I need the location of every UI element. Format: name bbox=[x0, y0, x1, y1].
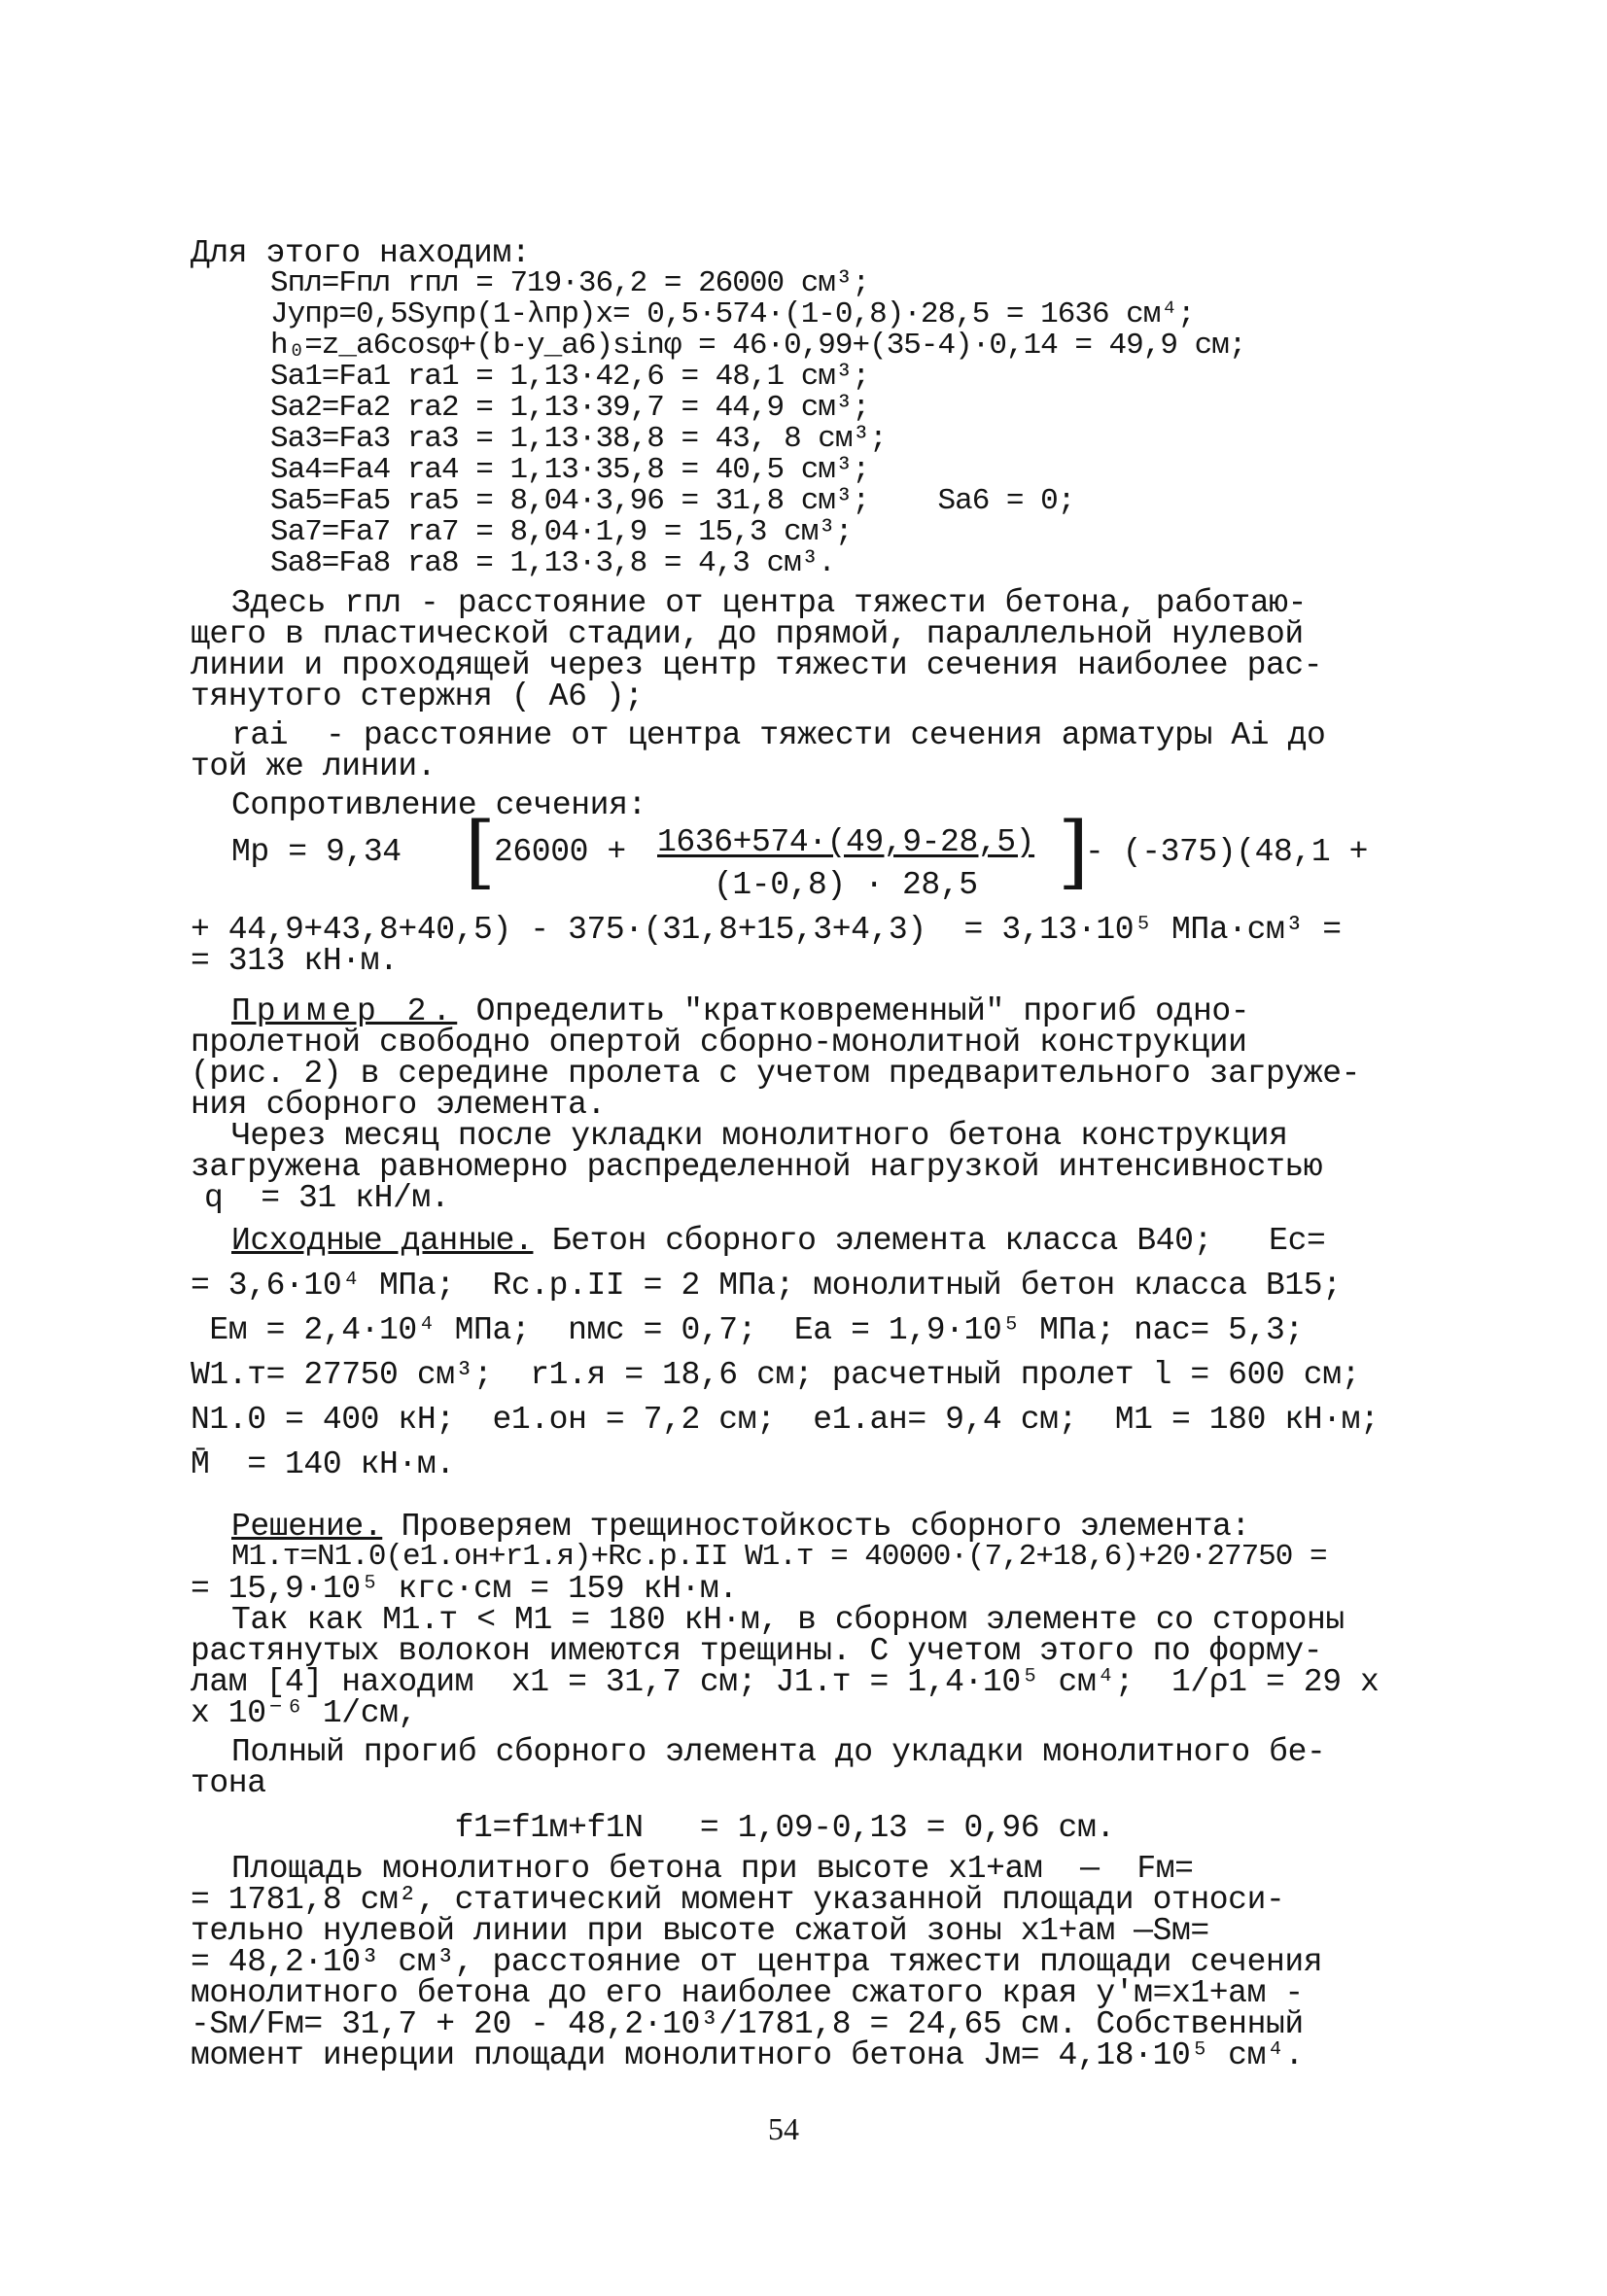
example2-line: ния сборного элемента. bbox=[191, 1087, 606, 1123]
page-number: 54 bbox=[768, 2111, 799, 2146]
solution-line: лам [4] находим x1 = 31,7 см; J1.т = 1,4·10⁵ см⁴; 1/ρ1 = 29 x bbox=[191, 1664, 1380, 1700]
paragraph-line: той же линии. bbox=[191, 748, 437, 784]
resistance-first-term: 26000 + bbox=[494, 834, 626, 870]
initial-data-line: W1.т= 27750 см³; r1.я = 18,6 см; расчетный пролет l = 600 см; bbox=[191, 1357, 1361, 1393]
solution-line: = 1781,8 см², статический момент указанной площади относи- bbox=[191, 1882, 1285, 1918]
solution-line: = 48,2·10³ см³, расстояние от центра тяжести площади сечения bbox=[191, 1944, 1323, 1980]
solution-line: Полный прогиб сборного элемента до укладки монолитного бе- bbox=[231, 1734, 1326, 1770]
initial-data-line: N1.0 = 400 кН; e1.он = 7,2 см; e1.ан= 9,4 см; M1 = 180 кН·м; bbox=[191, 1402, 1380, 1438]
solution-text: Проверяем трещиностойкость сборного элемента: bbox=[382, 1509, 1250, 1545]
formula-line: Sa8=Fa8 ra8 = 1,13·3,8 = 4,3 см³. bbox=[270, 546, 835, 580]
example2-line: (рис. 2) в середине пролета с учетом предварительного загруже- bbox=[191, 1056, 1361, 1092]
paragraph-line: щего в пластической стадии, до прямой, параллельной нулевой bbox=[191, 616, 1304, 652]
initial-data-label: Исходные данные. bbox=[231, 1223, 534, 1259]
formula-line: h₀=z_a6cosφ+(b-y_a6)sinφ = 46·0,99+(35-4)·0,14 = 49,9 см; bbox=[270, 329, 1246, 363]
resistance-after: - (-375)(48,1 + bbox=[1085, 834, 1369, 870]
formula-line: Sa4=Fa4 ra4 = 1,13·35,8 = 40,5 см³; bbox=[270, 453, 870, 487]
example2-line: q = 31 кН/м. bbox=[204, 1180, 450, 1216]
example2-line: Через месяц после укладки монолитного бетона конструкция bbox=[231, 1118, 1288, 1154]
example2-text: Определить "кратковременный" прогиб одно- bbox=[457, 993, 1250, 1029]
paragraph-line: Здесь rпл - расстояние от центра тяжести бетона, работаю- bbox=[231, 585, 1307, 621]
resistance-lhs: Mp = 9,34 bbox=[231, 834, 402, 870]
solution-line: тона bbox=[191, 1765, 266, 1801]
example2-line: загружена равномерно распределенной нагрузкой интенсивностью bbox=[191, 1149, 1323, 1185]
solution-line: тельно нулевой линии при высоте сжатой зоны x1+aм —Sм= bbox=[191, 1913, 1209, 1949]
formula-line: Sa7=Fa7 ra7 = 8,04·1,9 = 15,3 см³; bbox=[270, 515, 853, 549]
solution-label: Решение. bbox=[231, 1509, 383, 1545]
example2-line bbox=[231, 995, 1249, 1027]
initial-data-line: M̄ = 140 кН·м. bbox=[191, 1446, 455, 1482]
solution-line: монолитного бетона до его наиболее сжатого края y'м=x1+aм - bbox=[191, 1975, 1304, 2011]
resistance-line2: + 44,9+43,8+40,5) - 375·(31,8+15,3+4,3) = 3,13·10⁵ МПа·см³ = bbox=[191, 912, 1342, 948]
solution-line: f1=f1м+f1N = 1,09-0,13 = 0,96 см. bbox=[191, 1810, 1115, 1846]
fraction-numerator: 1636+574·(49,9-28,5) bbox=[657, 824, 1035, 860]
formula-line: Sa1=Fa1 ra1 = 1,13·42,6 = 48,1 см³; bbox=[270, 360, 870, 394]
solution-line: M1.т=N1.0(e1.он+r1.я)+Rc.p.II W1.т = 40000·(7,2+18,6)+20·27750 = bbox=[231, 1540, 1327, 1574]
formula-line: Sпл=Fпл rпл = 719·36,2 = 26000 см³; bbox=[270, 266, 870, 300]
resistance-line3: = 313 кН·м. bbox=[191, 943, 399, 979]
example2-line: пролетной свободно опертой сборно-монолитной конструкции bbox=[191, 1025, 1247, 1061]
solution-line: x 10⁻⁶ 1/см, bbox=[191, 1695, 417, 1731]
solution-line: Так как M1.т < M1 = 180 кН·м, в сборном элементе со стороны bbox=[231, 1602, 1345, 1638]
close-bracket: ] bbox=[1058, 806, 1089, 898]
formula-line: Sa3=Fa3 ra3 = 1,13·38,8 = 43, 8 см³; bbox=[270, 422, 887, 456]
initial-data-line: Eм = 2,4·10⁴ МПа; nмс = 0,7; Ea = 1,9·10⁵ МПа; nac= 5,3; bbox=[191, 1312, 1304, 1348]
open-bracket: [ bbox=[465, 806, 496, 898]
formula-line: Sa2=Fa2 ra2 = 1,13·39,7 = 44,9 см³; bbox=[270, 391, 870, 425]
paragraph-line: тянутого стержня ( A6 ); bbox=[191, 678, 644, 714]
resistance-heading: Сопротивление сечения: bbox=[231, 787, 646, 823]
initial-data-text: Бетон сборного элемента класса В40; Ec= bbox=[533, 1223, 1326, 1259]
fraction-denominator: (1-0,8) · 28,5 bbox=[714, 867, 978, 903]
formula-line: Sa5=Fa5 ra5 = 8,04·3,96 = 31,8 см³; Sa6 = 0; bbox=[270, 484, 1075, 518]
initial-data-line: = 3,6·10⁴ МПа; Rc.p.II = 2 МПа; монолитный бетон класса В15; bbox=[191, 1268, 1342, 1304]
intro-text: Для этого находим: bbox=[191, 235, 531, 271]
solution-line bbox=[231, 1511, 1250, 1543]
solution-line: = 15,9·10⁵ кгс·см = 159 кН·м. bbox=[191, 1571, 738, 1607]
paragraph-line: rai - расстояние от центра тяжести сечения арматуры Ai до bbox=[231, 717, 1326, 753]
solution-line: Площадь монолитного бетона при высоте x1+aм — Fм= bbox=[231, 1851, 1194, 1887]
formula-line: Jупр=0,5Sупр(1-λпр)x= 0,5·574·(1-0,8)·28,5 = 1636 см⁴; bbox=[270, 297, 1195, 331]
solution-line: момент инерции площади монолитного бетона Jм= 4,18·10⁵ см⁴. bbox=[191, 2037, 1304, 2073]
example2-label: Пример 2. bbox=[231, 993, 458, 1029]
solution-line: растянутых волокон имеются трещины. С учетом этого по форму- bbox=[191, 1633, 1323, 1669]
solution-line: -Sм/Fм= 31,7 + 20 - 48,2·10³/1781,8 = 24,65 см. Собственный bbox=[191, 2006, 1304, 2042]
initial-data-line bbox=[231, 1225, 1325, 1257]
paragraph-line: линии и проходящей через центр тяжести сечения наиболее рас- bbox=[191, 647, 1323, 683]
